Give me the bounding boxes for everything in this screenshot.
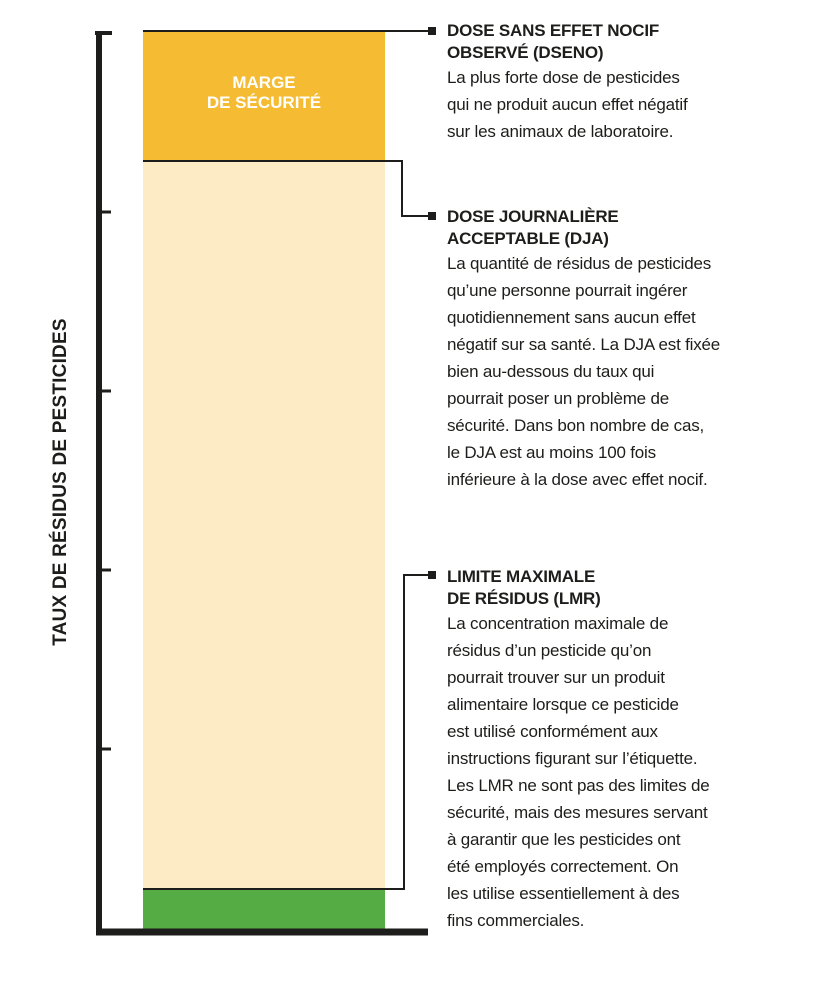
callout-desc-line: pourrait poser un problème de: [447, 389, 669, 408]
callout-dja: [447, 206, 807, 493]
vertical-axis: [95, 33, 112, 935]
callout-desc-line: négatif sur sa santé. La DJA est fixée: [447, 335, 721, 354]
callout-desc-line: qui ne produit aucun effet négatif: [447, 95, 688, 114]
callout-desc-line: La plus forte dose de pesticides: [447, 68, 680, 87]
callout-lmr-title: [447, 566, 807, 610]
callout-desc-line: pourrait trouver sur un produit: [447, 668, 665, 687]
callout-title-line: LIMITE MAXIMALE: [447, 567, 596, 586]
callout-title-line: ACCEPTABLE (DJA): [447, 229, 609, 248]
callout-desc-line: Les LMR ne sont pas des limites de: [447, 776, 710, 795]
callout-lmr: [447, 566, 807, 934]
callout-desc-line: bien au-dessous du taux qui: [447, 362, 655, 381]
callout-desc-line: qu’une personne pourrait ingérer: [447, 281, 688, 300]
adi-to-mrl-zone: [143, 161, 385, 889]
callout-dseno-title: [447, 20, 807, 64]
callout-desc-line: à garantir que les pesticides ont: [447, 830, 681, 849]
callout-dja-title: [447, 206, 807, 250]
callout-dja-description: [447, 250, 807, 493]
safety-margin-label-line: DE SÉCURITÉ: [206, 93, 322, 112]
safety-margin-label-line: MARGE: [232, 73, 296, 92]
callout-desc-line: été employés correctement. On: [447, 857, 679, 876]
callout-desc-line: est utilisé conformément aux: [447, 722, 658, 741]
callout-title-line: DE RÉSIDUS (LMR): [447, 589, 601, 608]
callout-lmr-description: [447, 610, 807, 934]
lmr-connector: [385, 571, 436, 889]
callout-desc-line: inférieure à la dose avec effet nocif.: [447, 470, 708, 489]
callout-desc-line: le DJA est au moins 100 fois: [447, 443, 656, 462]
callout-desc-line: sécurité. Dans bon nombre de cas,: [447, 416, 705, 435]
callout-title-line: DOSE SANS EFFET NOCIF: [447, 21, 660, 40]
callout-desc-line: La concentration maximale de: [447, 614, 669, 633]
callout-dseno: [447, 20, 807, 145]
callout-desc-line: sur les animaux de laboratoire.: [447, 122, 674, 141]
axis-label-text: TAUX DE RÉSIDUS DE PESTICIDES: [50, 318, 71, 646]
callout-desc-line: instructions figurant sur l’étiquette.: [447, 749, 698, 768]
callout-desc-line: résidus d’un pesticide qu’on: [447, 641, 652, 660]
callout-desc-line: les utilise essentiellement à des: [447, 884, 680, 903]
callout-desc-line: La quantité de résidus de pesticides: [447, 254, 712, 273]
callout-dseno-description: [447, 64, 807, 145]
callout-title-line: OBSERVÉ (DSENO): [447, 43, 604, 62]
callout-desc-line: sécurité, mais des mesures servant: [447, 803, 708, 822]
dja-connector: [385, 161, 436, 220]
callout-desc-line: quotidiennement sans aucun effet: [447, 308, 696, 327]
callout-desc-line: fins commerciales.: [447, 911, 585, 930]
callout-desc-line: alimentaire lorsque ce pesticide: [447, 695, 679, 714]
safety-margin-label: [143, 73, 385, 113]
callout-title-line: DOSE JOURNALIÈRE: [447, 207, 619, 226]
mrl-zone: [143, 889, 385, 931]
